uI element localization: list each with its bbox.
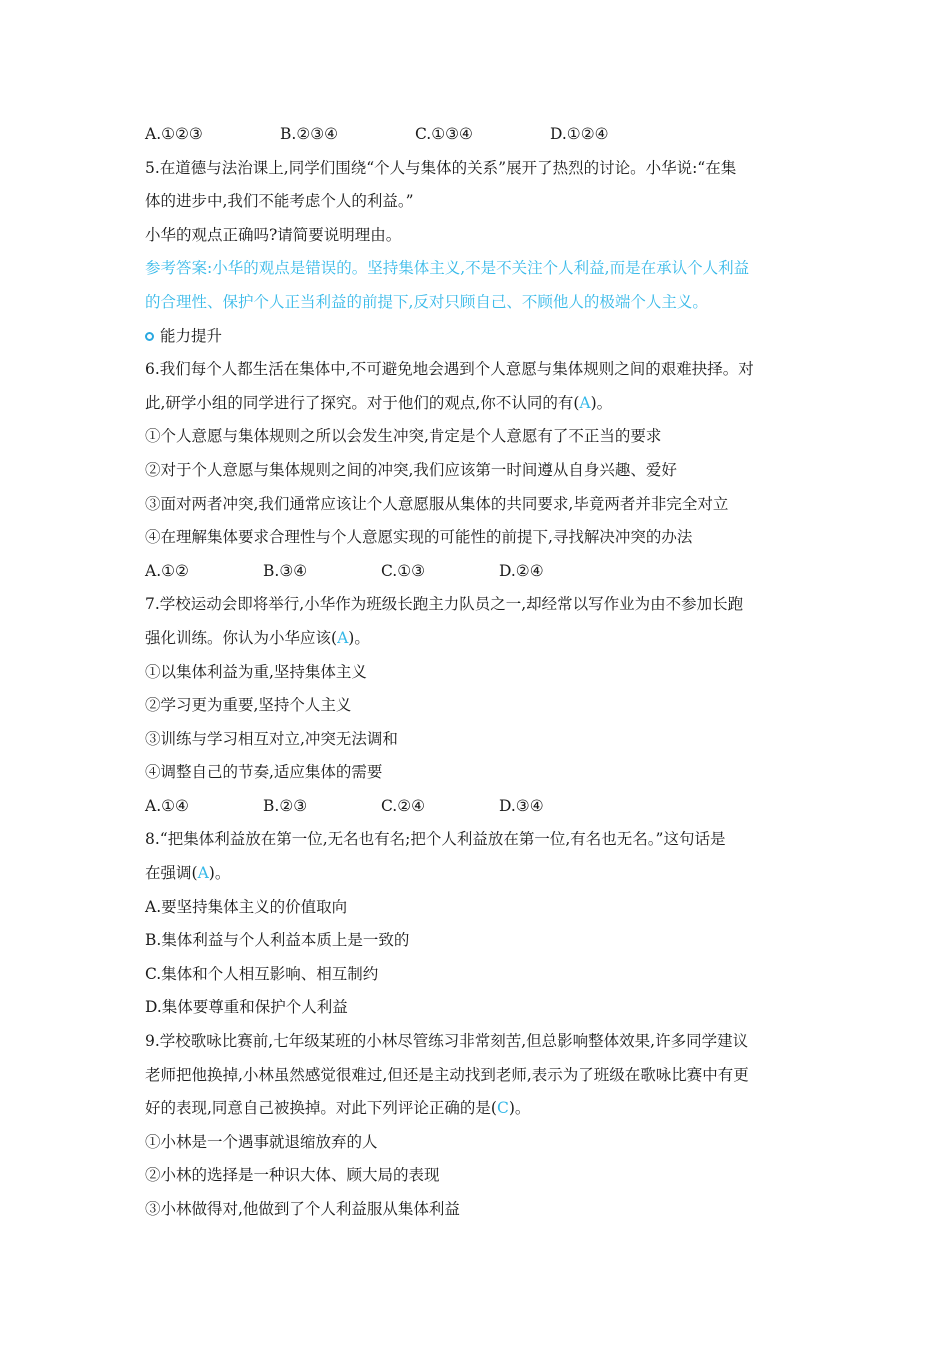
q7-item-3: ③训练与学习相互对立,冲突无法调和 bbox=[145, 729, 398, 748]
section-title: 能力提升 bbox=[160, 326, 223, 345]
q8-stem-line-2 bbox=[145, 857, 813, 891]
q8-option-d: D.集体要尊重和保护个人利益 bbox=[145, 998, 348, 1017]
q8-option-c: C.集体和个人相互影响、相互制约 bbox=[145, 964, 379, 983]
q7-stem-text: 强化训练。你认为小华应该( bbox=[145, 628, 338, 647]
q6-item-3: ③面对两者冲突,我们通常应该让个人意愿服从集体的共同要求,毕竟两者并非完全对立 bbox=[145, 494, 729, 513]
q7-answer: A bbox=[337, 628, 349, 647]
q6-stem-end: )。 bbox=[590, 393, 613, 412]
q7-option-d: D.③④ bbox=[499, 796, 544, 815]
q8-answer: A bbox=[197, 864, 209, 883]
q7-stem-line-2 bbox=[145, 622, 813, 656]
q7-option-a: A.①④ bbox=[145, 796, 189, 815]
q6-option-a: A.①② bbox=[145, 561, 189, 580]
q6-stem-line-1: 6.我们每个人都生活在集体中,不可避免地会遇到个人意愿与集体规则之间的艰难抉择。对 bbox=[145, 360, 754, 379]
q5-question: 小华的观点正确吗?请简要说明理由。 bbox=[145, 225, 402, 244]
q9-item-2: ②小林的选择是一种识大体、顾大局的表现 bbox=[145, 1166, 440, 1185]
q6-item-2: ②对于个人意愿与集体规则之间的冲突,我们应该第一时间遵从自身兴趣、爱好 bbox=[145, 460, 677, 479]
q7-item-2: ②学习更为重要,坚持个人主义 bbox=[145, 696, 352, 715]
q6-options bbox=[145, 555, 813, 589]
q6-option-c: C.①③ bbox=[381, 561, 426, 580]
q9-stem-text: 好的表现,同意自己被换掉。对此下列评论正确的是( bbox=[145, 1099, 497, 1118]
q6-item-4: ④在理解集体要求合理性与个人意愿实现的可能性的前提下,寻找解决冲突的办法 bbox=[145, 528, 693, 547]
q7-item-4: ④调整自己的节奏,适应集体的需要 bbox=[145, 763, 383, 782]
q6-answer: A bbox=[579, 393, 591, 412]
q7-stem-line-1: 7.学校运动会即将举行,小华作为班级长跑主力队员之一,却经常以写作业为由不参加长跑 bbox=[145, 595, 744, 614]
q9-stem-line-3 bbox=[145, 1092, 813, 1126]
q5-stem-line-2: 体的进步中,我们不能考虑个人的利益。” bbox=[145, 192, 414, 211]
circle-bullet-icon bbox=[145, 332, 154, 341]
worksheet-page bbox=[145, 118, 813, 1227]
q7-stem-end: )。 bbox=[348, 628, 370, 647]
q6-stem-line-2 bbox=[145, 387, 813, 421]
q9-stem-line-1: 9.学校歌咏比赛前,七年级某班的小林尽管练习非常刻苦,但总影响整体效果,许多同学建议 bbox=[145, 1032, 749, 1051]
q9-item-3: ③小林做得对,他做到了个人利益服从集体利益 bbox=[145, 1200, 460, 1218]
q7-options bbox=[145, 790, 813, 824]
q7-item-1: ①以集体利益为重,坚持集体主义 bbox=[145, 662, 367, 681]
q4-option-d: D.①②④ bbox=[550, 125, 609, 143]
q8-option-b: B.集体利益与个人利益本质上是一致的 bbox=[145, 931, 410, 950]
q4-options bbox=[145, 118, 813, 152]
q4-option-b: B.②③④ bbox=[280, 125, 339, 143]
q9-stem-end: )。 bbox=[508, 1099, 531, 1118]
q5-answer-line-1: 参考答案:小华的观点是错误的。坚持集体主义,不是不关注个人利益,而是在承认个人利益 bbox=[145, 259, 750, 278]
q5-answer-line-2: 的合理性、保护个人正当利益的前提下,反对只顾自己、不顾他人的极端个人主义。 bbox=[145, 292, 708, 311]
q6-stem-text: 此,研学小组的同学进行了探究。对于他们的观点,你不认同的有( bbox=[145, 393, 580, 412]
q7-option-b: B.②③ bbox=[263, 796, 308, 815]
q9-item-1: ①小林是一个遇事就退缩放弃的人 bbox=[145, 1132, 378, 1151]
q8-stem-line-1: 8.“把集体利益放在第一位,无名也有名;把个人利益放在第一位,有名也无名。”这句话是 bbox=[145, 830, 726, 849]
q6-option-d: D.②④ bbox=[499, 561, 544, 580]
q4-option-a: A.①②③ bbox=[145, 125, 203, 143]
q6-item-1: ①个人意愿与集体规则之所以会发生冲突,肯定是个人意愿有了不正当的要求 bbox=[145, 427, 662, 446]
q7-option-c: C.②④ bbox=[381, 796, 426, 815]
q9-answer: C bbox=[496, 1099, 509, 1118]
q9-stem-line-2: 老师把他换掉,小林虽然感觉很难过,但还是主动找到老师,表示为了班级在歌咏比赛中有更 bbox=[145, 1065, 749, 1084]
q8-stem-end: )。 bbox=[208, 864, 231, 883]
q4-option-c: C.①③④ bbox=[415, 125, 473, 143]
section-header bbox=[145, 320, 813, 354]
q5-stem-line-1: 5.在道德与法治课上,同学们围绕“个人与集体的关系”展开了热烈的讨论。小华说:“在集 bbox=[145, 158, 737, 177]
q6-option-b: B.③④ bbox=[263, 561, 308, 580]
q8-option-a: A.要坚持集体主义的价值取向 bbox=[145, 897, 348, 916]
q8-stem-text: 在强调( bbox=[145, 864, 198, 883]
